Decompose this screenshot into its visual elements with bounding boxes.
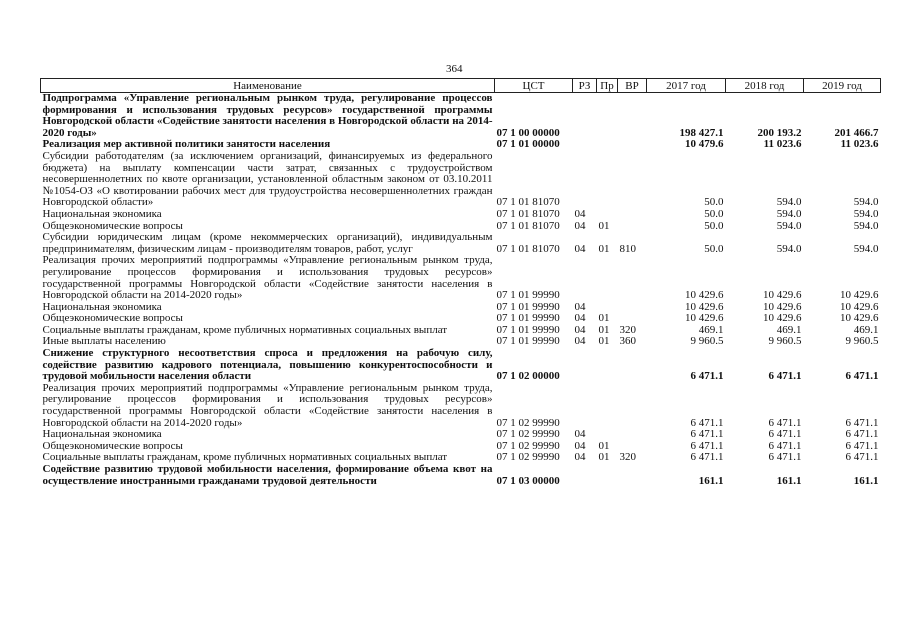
cell-vr: 320 [619,323,636,336]
table-row [41,383,881,429]
table-body [41,93,881,488]
cell-y2018: 594.0 [776,219,802,232]
cell-y2019: 594.0 [853,219,879,232]
cell-y2018: 594.0 [776,196,802,209]
cell-y2018: 6 471.1 [768,451,802,464]
cell-y2018: 594.0 [776,207,802,220]
header-cst: ЦСТ [495,79,573,93]
cell-y2019: 10 429.6 [840,289,879,302]
cell-y2017: 6 471.1 [690,428,724,441]
header-rz: РЗ [573,79,597,93]
header-vr: ВР [618,79,647,93]
cell-pr [597,464,618,487]
cell-cst: 07 1 03 00000 [496,474,560,487]
cell-cst: 07 1 02 99990 [496,428,560,441]
cell-y2017: 10 429.6 [685,312,724,325]
cell-y2019: 594.0 [853,207,879,220]
cell-name: Содействие развитию трудовой мобильности населения, формирование объема квот на осуществление иностранными гражданами трудовой деятельности [42,463,493,487]
cell-vr: 810 [619,242,636,255]
cell-rz: 04 [574,323,586,336]
cell-y2017: 6 471.1 [690,416,724,429]
cell-cst: 07 1 01 00000 [496,138,560,151]
cell-y2017: 9 960.5 [690,335,724,348]
table-row [41,348,881,383]
header-pr: Пр [597,79,618,93]
cell-pr [597,139,618,151]
cell-rz: 04 [574,242,586,255]
cell-y2017: 10 479.6 [685,138,724,151]
cell-y2018: 6 471.1 [768,370,802,383]
cell-name: Субсидии юридическим лицам (кроме некоммерческих организаций), индивидуальным предпринимателям, физическим лицам - производителям товаров, работ, услуг [42,231,493,255]
cell-cst: 07 1 01 81070 [496,242,560,255]
cell-vr [618,383,647,429]
cell-pr [597,209,618,221]
cell-y2018: 10 429.6 [763,289,802,302]
cell-rz [573,383,597,429]
cell-vr: 360 [619,335,636,348]
cell-y2019: 6 471.1 [845,439,879,452]
cell-cst: 07 1 01 99990 [496,289,560,302]
cell-pr: 01 [598,323,610,336]
cell-y2018: 10 429.6 [763,300,802,313]
cell-y2018: 9 960.5 [768,335,802,348]
cell-y2017: 50.0 [704,219,724,232]
cell-rz: 04 [574,439,586,452]
table-row [41,209,881,221]
cell-name: Реализация прочих мероприятий подпрограммы «Управление региональным рынком труда, регулирование процессов формирования и использования трудовых ресурсов» государственной программы Новгородской области «Содействие занятости населения в Новгородской области на 2014-2020 годы» [42,254,493,302]
cell-name: Реализация прочих мероприятий подпрограммы «Управление региональным рынком труда, регулирование процессов формирования и использования трудовых ресурсов» государственной программы Новгородской области «Содействие занятости населения в Новгородской области на 2014-2020 годы» [42,381,493,429]
cell-vr [618,93,647,140]
cell-vr [618,429,647,441]
cell-rz: 04 [574,207,586,220]
cell-pr [597,255,618,301]
cell-rz: 04 [574,300,586,313]
header-2018: 2018 год [726,79,804,93]
cell-vr: 320 [619,451,636,464]
header-2017: 2017 год [647,79,726,93]
cell-y2019: 594.0 [853,196,879,209]
cell-vr [618,348,647,383]
cell-cst: 07 1 01 99990 [496,323,560,336]
cell-y2017: 6 471.1 [690,451,724,464]
cell-vr [618,221,647,233]
cell-name: Подпрограмма «Управление региональным рынком труда, регулирование процессов формирования и использования трудовых ресурсов» государственной программы Новгородской области «Содействие занятости населения в Новгородской области на 2014-2020 годы» [42,92,493,139]
cell-pr: 01 [598,219,610,232]
cell-y2018: 6 471.1 [768,416,802,429]
cell-vr [618,139,647,151]
table-row [41,464,881,487]
cell-y2018: 469.1 [776,323,802,336]
cell-name: Субсидии работодателям (за исключением организаций, финансируемых из федерального бюджета) на выплату компенсации части затрат, связанных с трудоустройством несовершеннолетних по квоте организации, установленной областным законом от 03.10.2011 №1054-ОЗ «О квотировании рабочих мест для трудоустройства несовершеннолетних граждан Новгородской области» [42,149,493,209]
cell-vr [618,302,647,314]
cell-y2017: 10 429.6 [685,289,724,302]
cell-vr [618,151,647,209]
cell-name: Общеэкономические вопросы [42,219,183,232]
cell-cst: 07 1 01 81070 [496,196,560,209]
cell-rz [573,151,597,209]
cell-rz: 04 [574,451,586,464]
cell-name: Реализация мер активной политики занятости населения [42,138,331,151]
cell-name: Снижение структурного несоответствия спроса и предложения на рабочую силу, содействие развитию кадрового потенциала, повышению конкурентоспособности и трудовой мобильности населения области [42,347,493,383]
cell-name: Национальная экономика [42,300,162,313]
cell-vr [618,255,647,301]
cell-pr: 01 [598,439,610,452]
cell-pr: 01 [598,312,610,325]
table-row [41,255,881,301]
cell-pr [597,383,618,429]
cell-name: Общеэкономические вопросы [42,312,183,325]
header-2019: 2019 год [804,79,881,93]
cell-y2018: 10 429.6 [763,312,802,325]
table-header-row [41,79,881,93]
cell-y2019: 6 471.1 [845,416,879,429]
cell-pr: 01 [598,335,610,348]
cell-rz: 04 [574,312,586,325]
cell-y2017: 6 471.1 [690,439,724,452]
cell-cst: 07 1 02 00000 [496,370,560,383]
cell-pr [597,151,618,209]
cell-vr [618,209,647,221]
cell-vr [618,464,647,487]
cell-name: Национальная экономика [42,207,162,220]
cell-pr [597,348,618,383]
cell-pr [597,93,618,140]
cell-y2017: 198 427.1 [679,126,724,139]
cell-name: Социальные выплаты гражданам, кроме публичных нормативных социальных выплат [42,323,448,336]
table-row [41,325,881,337]
cell-y2019: 161.1 [853,474,879,487]
cell-pr: 01 [598,242,610,255]
cell-y2019: 9 960.5 [845,335,879,348]
cell-y2017: 6 471.1 [690,370,724,383]
cell-y2018: 161.1 [776,474,802,487]
cell-y2019: 469.1 [853,323,879,336]
cell-name: Социальные выплаты гражданам, кроме публичных нормативных социальных выплат [42,451,448,464]
cell-name: Национальная экономика [42,428,162,441]
cell-cst: 07 1 01 81070 [496,207,560,220]
cell-pr: 01 [598,451,610,464]
cell-cst: 07 1 01 81070 [496,219,560,232]
cell-cst: 07 1 01 99990 [496,312,560,325]
cell-rz [573,93,597,140]
table-row [41,232,881,255]
cell-name: Общеэкономические вопросы [42,439,183,452]
cell-cst: 07 1 01 99990 [496,335,560,348]
cell-y2017: 469.1 [698,323,724,336]
cell-y2018: 200 193.2 [757,126,802,139]
cell-y2018: 594.0 [776,242,802,255]
cell-y2017: 10 429.6 [685,300,724,313]
cell-rz [573,464,597,487]
cell-y2019: 6 471.1 [845,370,879,383]
header-name: Наименование [41,79,495,93]
cell-y2019: 10 429.6 [840,312,879,325]
cell-y2019: 11 023.6 [840,138,879,151]
cell-cst: 07 1 01 99990 [496,300,560,313]
cell-rz [573,255,597,301]
cell-cst: 07 1 02 99990 [496,439,560,452]
cell-y2019: 6 471.1 [845,451,879,464]
cell-cst: 07 1 02 99990 [496,451,560,464]
cell-rz: 04 [574,428,586,441]
cell-y2017: 161.1 [698,474,724,487]
budget-table [40,78,881,487]
cell-name: Иные выплаты населению [42,335,166,348]
cell-y2017: 50.0 [704,242,724,255]
cell-y2018: 6 471.1 [768,439,802,452]
cell-rz [573,139,597,151]
cell-y2019: 594.0 [853,242,879,255]
cell-y2018: 11 023.6 [763,138,802,151]
cell-cst: 07 1 00 00000 [496,126,560,139]
cell-y2019: 10 429.6 [840,300,879,313]
cell-rz: 04 [574,335,586,348]
cell-rz [573,348,597,383]
cell-y2017: 50.0 [704,207,724,220]
table-row [41,151,881,209]
page-number: 364 [446,63,463,75]
cell-y2017: 50.0 [704,196,724,209]
cell-rz: 04 [574,219,586,232]
cell-cst: 07 1 02 99990 [496,416,560,429]
cell-y2019: 201 466.7 [834,126,879,139]
cell-y2018: 6 471.1 [768,428,802,441]
table-row [41,93,881,140]
cell-y2019: 6 471.1 [845,428,879,441]
